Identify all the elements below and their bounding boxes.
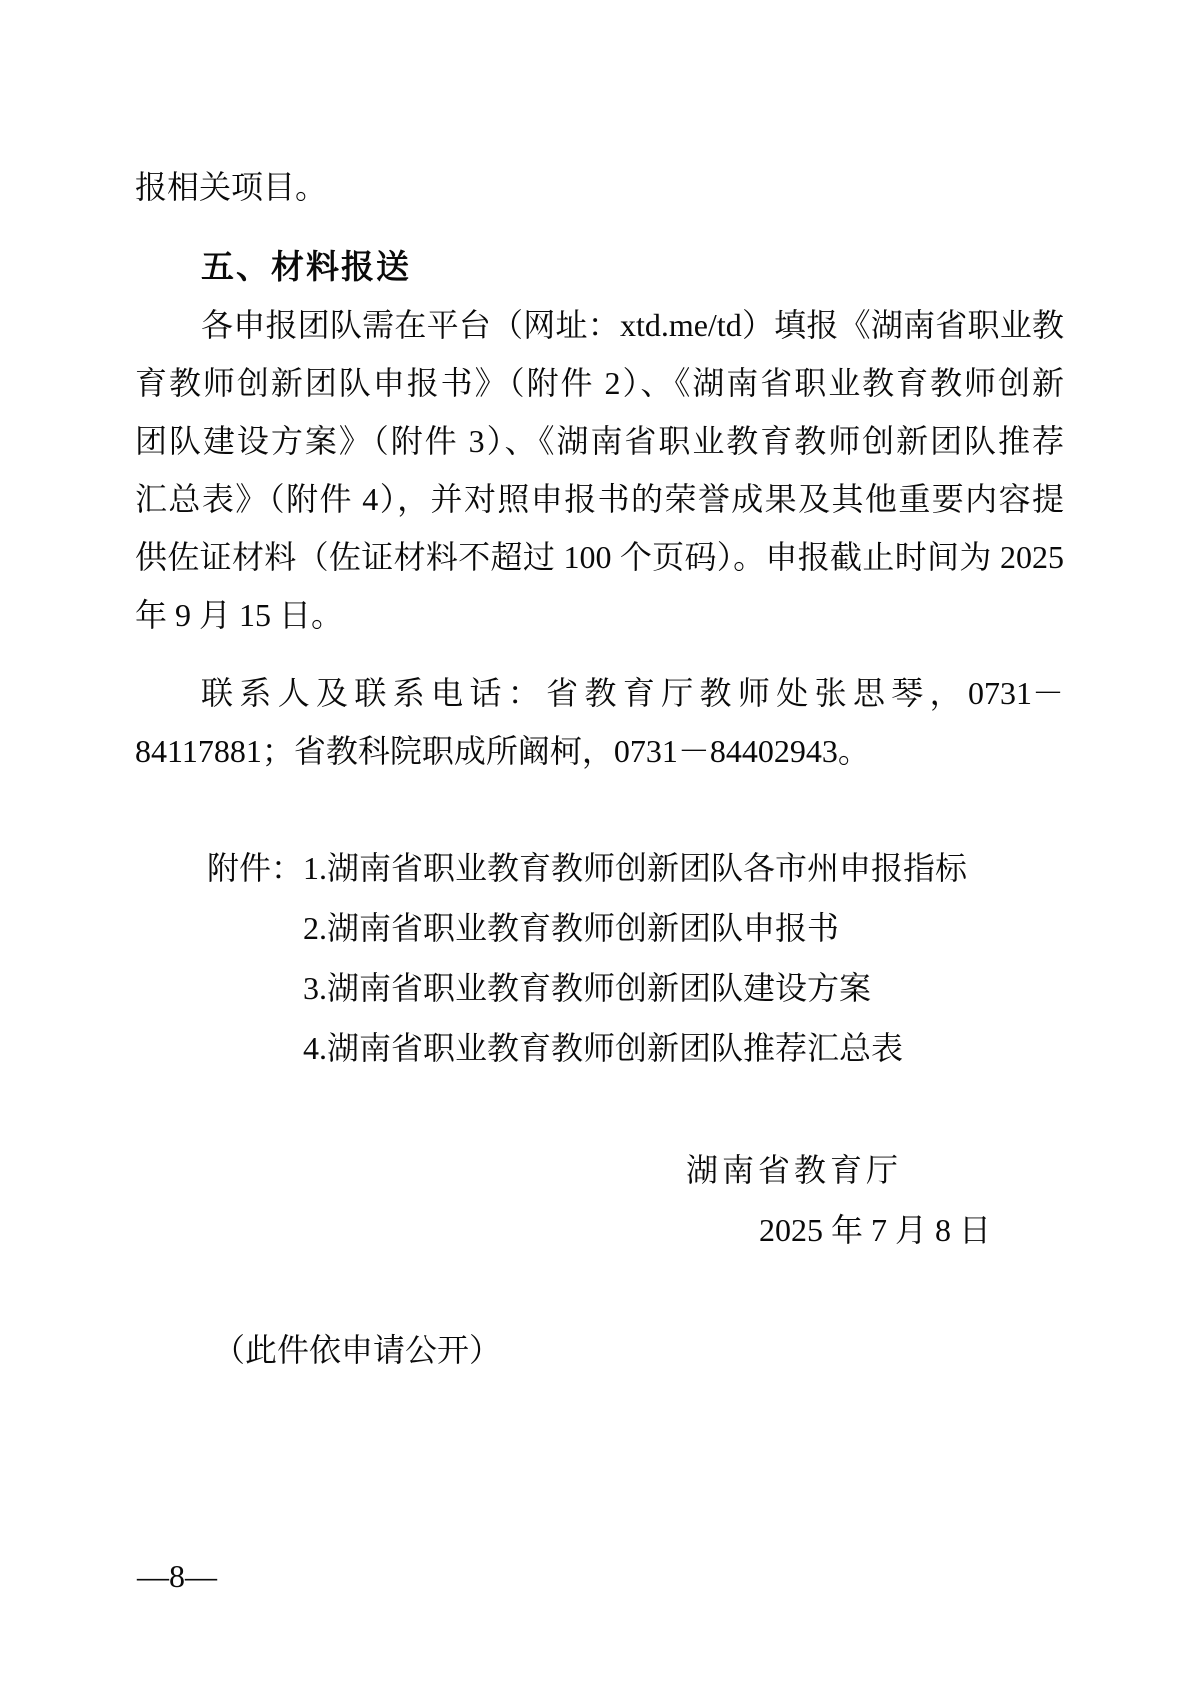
document-content [0, 158, 1191, 1380]
attachment-item-text: 1.湖南省职业教育教师创新团队各市州申报指标 [303, 850, 968, 886]
paragraph-line: 84117881；省教科院职成所阚柯，0731－84402943。 [135, 733, 870, 769]
section-heading: 五、材料报送 [201, 248, 411, 285]
paragraph-line: 联系人及联系电话：省教育厅教师处张思琴，0731－ [201, 675, 1064, 711]
paragraph-submission [135, 296, 1064, 644]
signature-issuer: 湖南省教育厅 [686, 1152, 903, 1188]
attachments-block [135, 838, 1064, 1078]
paragraph-contact [135, 664, 1064, 780]
page-number: —8— [137, 1558, 217, 1594]
signature-block [135, 1140, 1064, 1260]
paragraph-line: 供佐证材料（佐证材料不超过 100 个页码）。申报截止时间为 2025 [135, 539, 1064, 575]
signature-date: 2025 年 7 月 8 日 [759, 1212, 992, 1248]
paragraph-line: 汇总表》（附件 4），并对照申报书的荣誉成果及其他重要内容提 [135, 481, 1064, 517]
paragraph-line: 各申报团队需在平台（网址：xtd.me/td）填报《湖南省职业教 [201, 307, 1064, 343]
attachment-item: 2.湖南省职业教育教师创新团队申报书 [303, 910, 840, 946]
paragraph-line: 育教师创新团队申报书》（附件 2）、《湖南省职业教育教师创新 [135, 365, 1064, 401]
attachment-item [135, 838, 1064, 898]
attachments-label: 附件： [207, 850, 304, 886]
attachment-item: 4.湖南省职业教育教师创新团队推荐汇总表 [303, 1030, 904, 1066]
continuation-text: 报相关项目。 [135, 169, 328, 205]
attachment-item: 3.湖南省职业教育教师创新团队建设方案 [303, 970, 872, 1006]
paragraph-line: 团队建设方案》（附件 3）、《湖南省职业教育教师创新团队推荐 [135, 423, 1064, 459]
disclosure-note: （此件依申请公开） [213, 1332, 502, 1368]
paragraph-line: 年 9 月 15 日。 [135, 597, 344, 633]
